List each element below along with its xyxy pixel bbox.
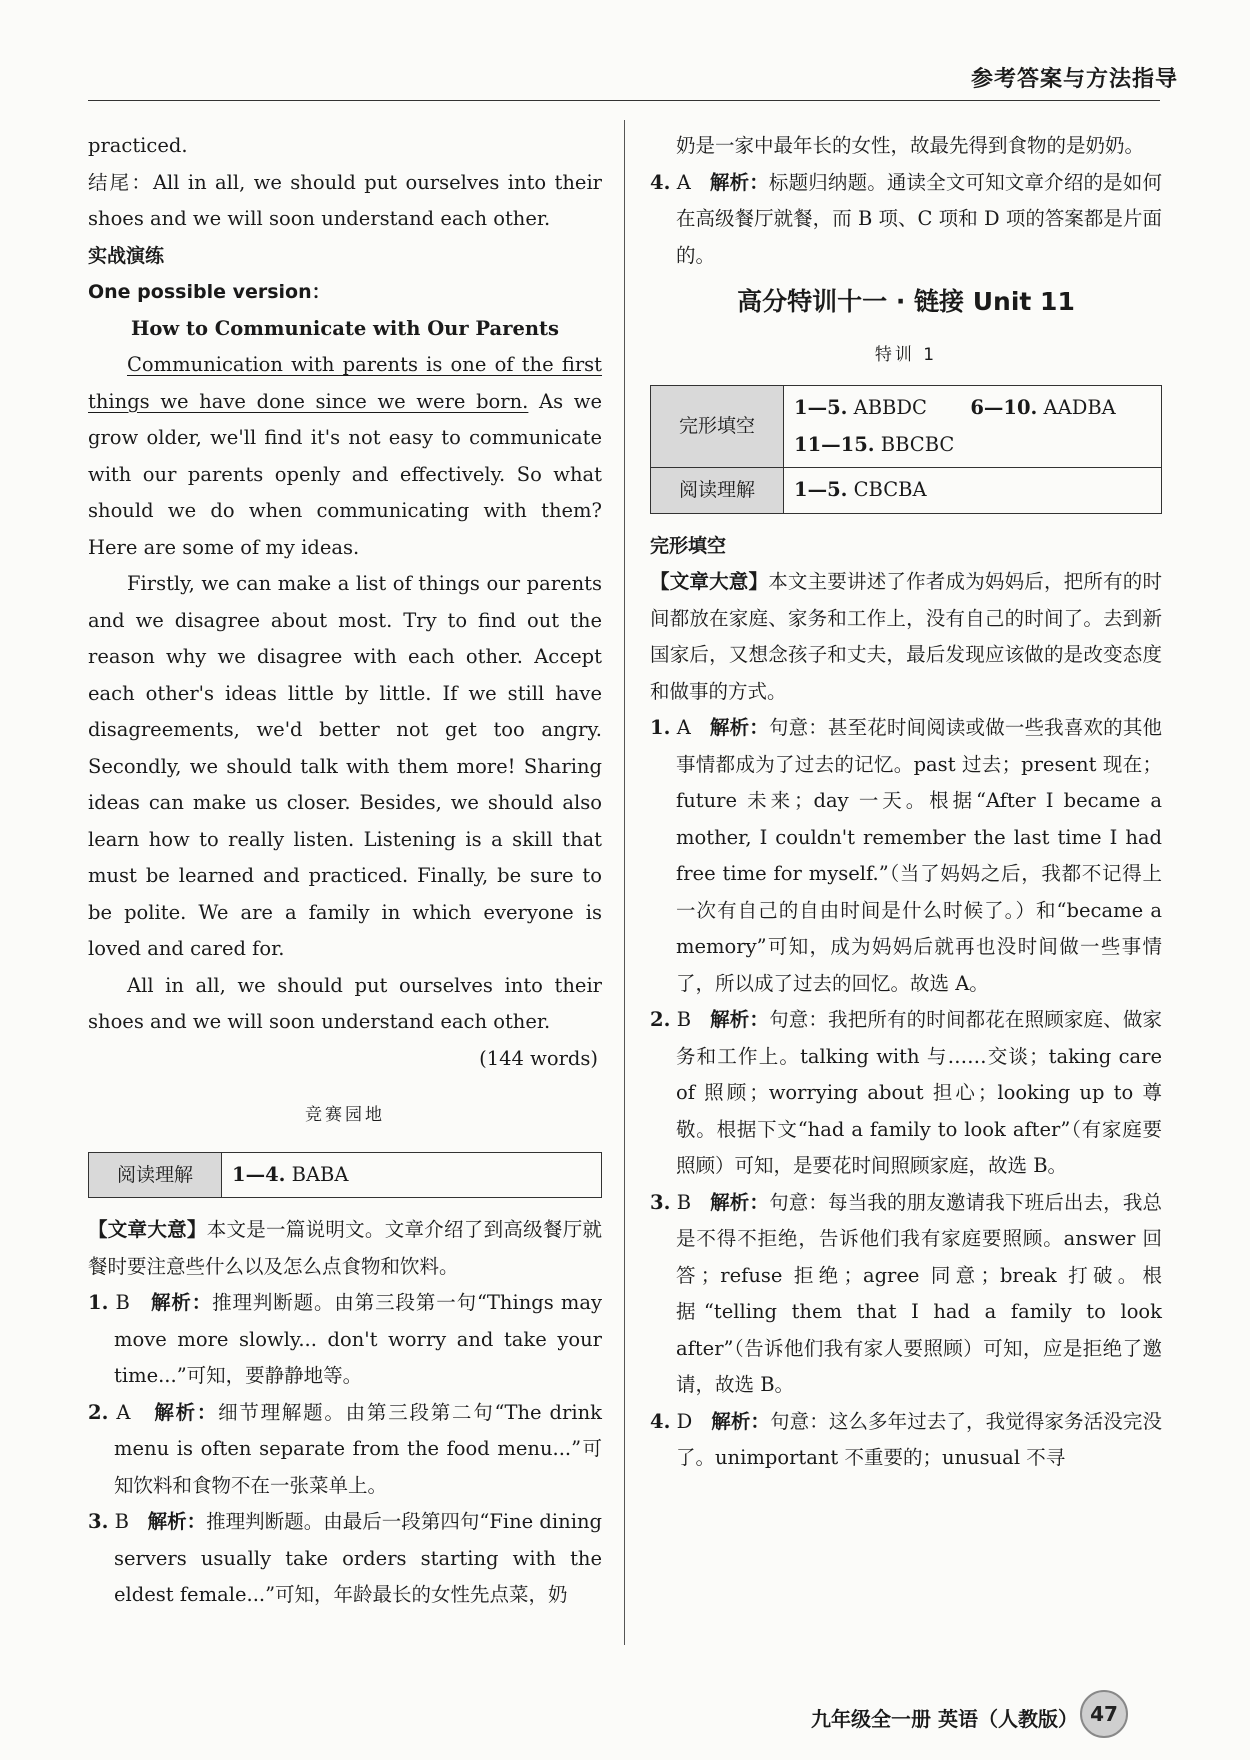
unit-title: 高分特训十一 · 链接 Unit 11 <box>737 287 1075 316</box>
contest-answer-table <box>88 1152 602 1199</box>
header-rule <box>88 100 1160 101</box>
continued-text: 奶是一家中最年长的女性，故最先得到食物的是奶奶。 <box>676 134 1145 157</box>
continued-text: practiced. <box>88 134 188 157</box>
right-column <box>650 128 1162 1477</box>
version-heading: One possible version： <box>88 281 331 303</box>
page-number: 47 <box>1080 1690 1128 1738</box>
table-answer: 1—5. CBCBA <box>784 468 1162 514</box>
left-column <box>88 128 602 1614</box>
list-item: 3. B 解析：推理判断题。由最后一段第四句“Fine dining servers usually take orders starting with the eldest female...”可知，年龄最长的女性先点菜，奶 <box>88 1510 602 1606</box>
word-count: (144 words) <box>479 1046 598 1070</box>
list-item: 2. A 解析：细节理解题。由第三段第二句“The drink menu is often separate from the food menu...”可知饮料和食物不在一张菜单上。 <box>88 1400 602 1497</box>
contest-heading: 竞赛园地 <box>305 1105 385 1125</box>
header-title: 参考答案与方法指导 <box>970 67 1178 92</box>
table-label: 完形填空 <box>651 386 784 468</box>
practice-heading: 实战演练 <box>88 244 165 267</box>
list-item: 1. A 解析：句意：甚至花时间阅读或做一些我喜欢的其他事情都成为了过去的记忆。past 过去；present 现在；future 未来；day 一天。根据“After I became a mother, I couldn't remember the last time I had free time for myself.”（当了妈妈之后，我都不记得上一次有自己的自由时间是什么时候了。）和“became a memory”可知，成为妈妈后就再也没时间做一些事情了，所以成了过去的回忆。故选 A。 <box>650 716 1162 995</box>
list-item: 4. A 解析：标题归纳题。通读全文可知文章介绍的是如何在高级餐厅就餐，而 B 项、C 项和 D 项的答案都是片面的。 <box>650 170 1162 267</box>
essay-paragraph-2: Firstly, we can make a list of things our parents and we disagree about most. Try to find out the reason why we disagree with each other. Accept each other's ideas little by little. If we still have disagreements, we'd better not get too angry. Secondly, we should talk with them more! Sharing ideas can make us closer. Besides, we should also learn how to really listen. Listening is a skill that must be learned and practiced. Finally, be sure to be polite. We are a family in which everyone is loved and cared for. <box>88 572 602 960</box>
training-label: 特训 1 <box>874 344 938 365</box>
summary: 【文章大意】本文是一篇说明文。文章介绍了到高级餐厅就餐时要注意些什么以及怎么点食物和饮料。 <box>88 1218 602 1278</box>
list-item: 2. B 解析：句意：我把所有的时间都花在照顾家庭、做家务和工作上。talking with 与……交谈；taking care of 照顾；worrying about 担心；looking up to 尊敬。根据下文“had a family to look after”（有家庭要照顾）可知，是要花时间照顾家庭，故选 B。 <box>650 1008 1162 1177</box>
table-answer: 1—5. ABBDC 6—10. AADBA 11—15. BBCBC <box>784 386 1162 468</box>
essay-paragraph-1: Communication with parents is one of the first things we have done since we were born. As we grow older, we'll find it's not easy to communicate with our parents openly and effectively. So what should we do when communicating with them? Here are some of my ideas. <box>88 353 603 559</box>
table-label: 阅读理解 <box>651 468 784 514</box>
column-divider <box>624 120 625 1645</box>
list-item: 4. D 解析：句意：这么多年过去了，我觉得家务活没完没了。unimportant 不重要的；unusual 不寻 <box>650 1409 1162 1469</box>
summary: 【文章大意】本文主要讲述了作者成为妈妈后，把所有的时间都放在家庭、家务和工作上，没有自己的时间了。去到新国家后，又想念孩子和丈夫，最后发现应该做的是改变态度和做事的方式。 <box>650 570 1162 703</box>
essay-title: How to Communicate with Our Parents <box>130 316 560 340</box>
cloze-heading: 完形填空 <box>650 534 727 557</box>
table-label: 阅读理解 <box>89 1152 222 1198</box>
table-answer: 1—4. BABA <box>222 1152 602 1198</box>
footer-book-title: 九年级全一册 英语（人教版） <box>811 1707 1078 1731</box>
underlined-topic-sentence: Communication with parents is one of the first things we have done since we were born. <box>88 353 602 413</box>
training-answer-table <box>650 385 1162 514</box>
essay-paragraph-3: All in all, we should put ourselves into their shoes and we will soon understand each other. <box>88 973 602 1033</box>
ending-text: 结尾：All in all, we should put ourselves into their shoes and we will soon understand each other. <box>88 170 602 230</box>
list-item: 3. B 解析：句意：每当我的朋友邀请我下班后出去，我总是不得不拒绝，告诉他们我有家庭要照顾。answer 回答；refuse 拒绝；agree 同意；break 打破。根据“telling them that I had a family to look after”（告诉他们我有家人要照顾）可知，应是拒绝了邀请，故选 B。 <box>650 1190 1162 1396</box>
list-item: 1. B 解析：推理判断题。由第三段第一句“Things may move more slowly... don't worry and take your time...”可知，要静静地等。 <box>88 1291 602 1387</box>
